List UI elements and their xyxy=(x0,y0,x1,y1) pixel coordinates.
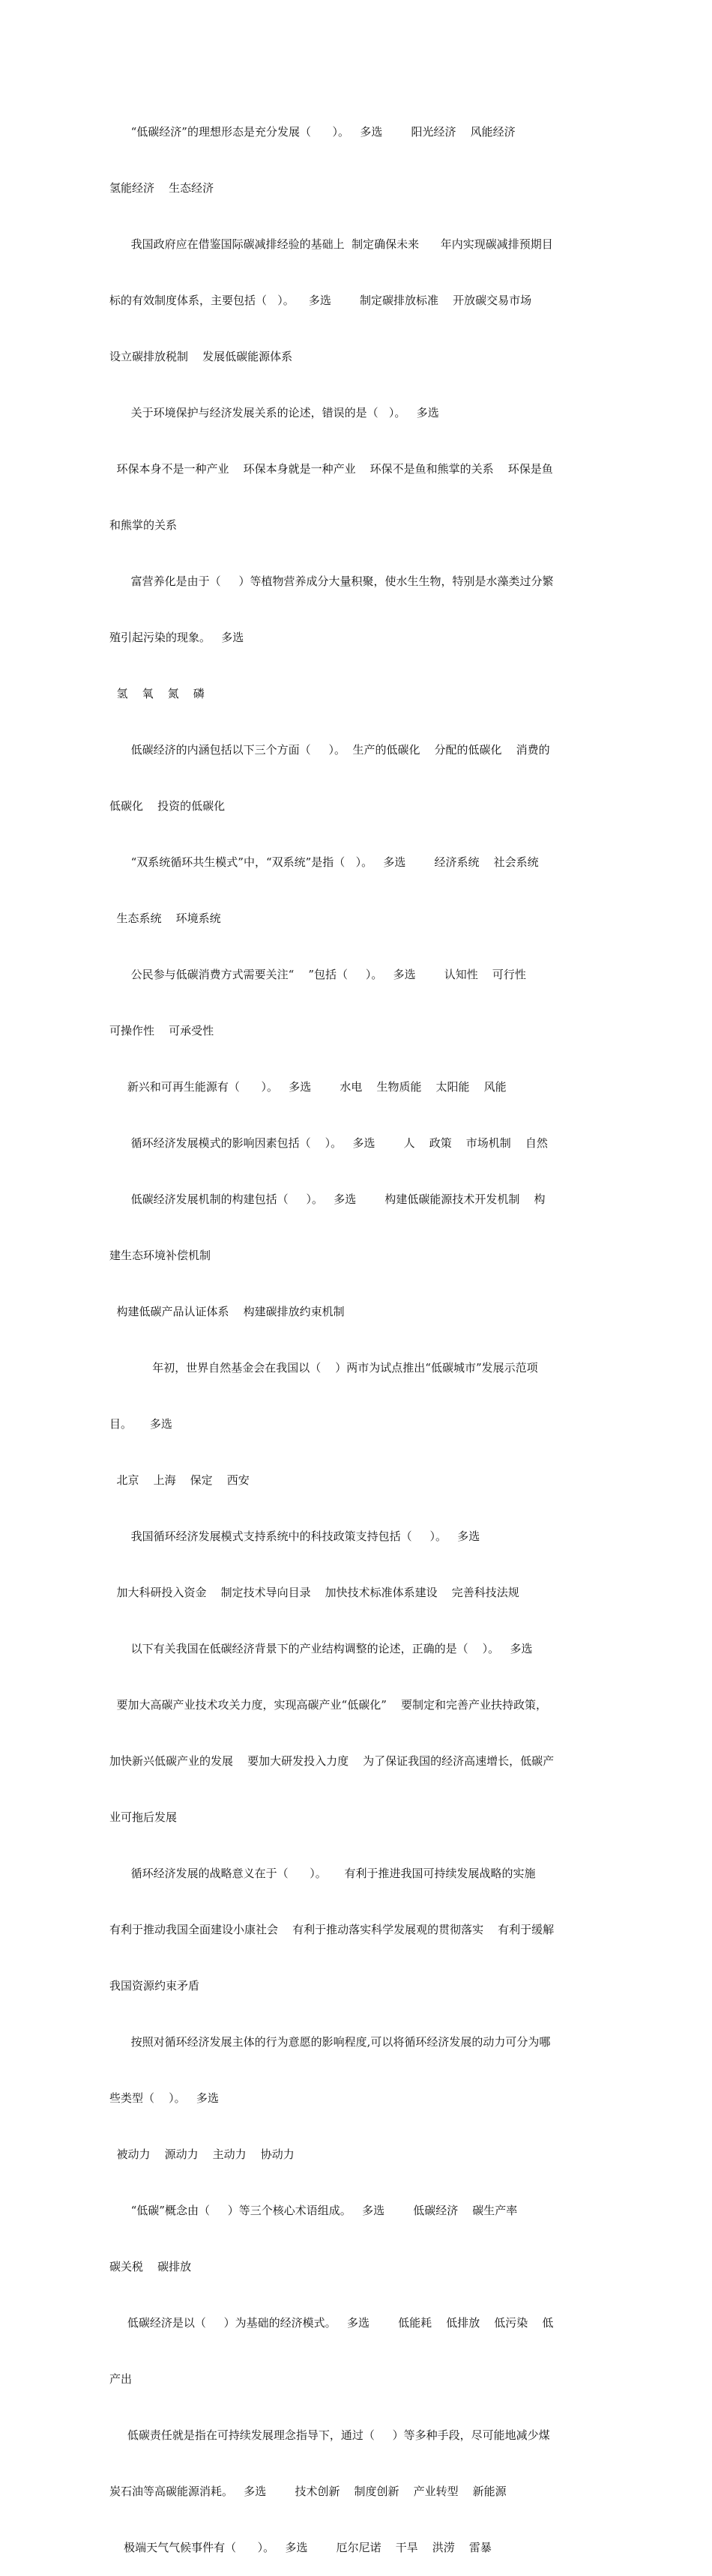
document-body xyxy=(109,85,607,2576)
text-line: 些类型（ ）。 多选 xyxy=(109,2091,219,2105)
text-line: 公民参与低碳消费方式需要关注“ ”包括（ ）。 多选 认知性 可行性 xyxy=(109,968,526,981)
text-line: 加大科研投入资金 制定技术导向目录 加快技术标准体系建设 完善科技法规 xyxy=(109,1586,519,1599)
text-line: 标的有效制度体系，主要包括（ ）。 多选 制定碳排放标准 开放碳交易市场 xyxy=(109,294,532,307)
text-line: 氢能经济 生态经济 xyxy=(109,181,214,195)
text-line: 被动力 源动力 主动力 协动力 xyxy=(109,2148,295,2161)
text-line: 循环经济发展模式的影响因素包括（ ）。 多选 人 政策 市场机制 自然 xyxy=(109,1136,548,1150)
text-line: 产出 xyxy=(109,2372,133,2386)
text-line: 可操作性 可承受性 xyxy=(109,1024,214,1037)
text-line: 年初，世界自然基金会在我国以（ ）两市为试点推出“低碳城市”发展示范项 xyxy=(109,1361,538,1375)
text-line: 氢 氧 氮 磷 xyxy=(109,687,205,700)
text-line: 我国资源约束矛盾 xyxy=(109,1979,200,1992)
text-line: 环保本身不是一种产业 环保本身就是一种产业 环保不是鱼和熊掌的关系 环保是鱼 xyxy=(109,462,553,476)
text-line: “双系统循环共生模式”中，“双系统”是指（ ）。 多选 经济系统 社会系统 xyxy=(109,855,539,869)
text-line: 低碳经济的内涵包括以下三个方面（ ）。 生产的低碳化 分配的低碳化 消费的 xyxy=(109,743,550,757)
text-line: 构建低碳产品认证体系 构建碳排放约束机制 xyxy=(109,1305,345,1318)
text-line: 以下有关我国在低碳经济背景下的产业结构调整的论述，正确的是（ ）。 多选 xyxy=(109,1642,533,1655)
text-line: 极端天气气候事件有（ ）。 多选 厄尔尼诺 干旱 洪涝 雷暴 xyxy=(109,2541,492,2554)
text-line: 低碳化 投资的低碳化 xyxy=(109,799,226,813)
text-line: 加快新兴低碳产业的发展 要加大研发投入力度 为了保证我国的经济高速增长，低碳产 xyxy=(109,1754,555,1768)
text-line: 低碳责任就是指在可持续发展理念指导下，通过（ ）等多种手段，尽可能地减少煤 xyxy=(109,2428,550,2442)
text-line: 要加大高碳产业技术攻关力度，实现高碳产业“低碳化” 要制定和完善产业扶持政策， xyxy=(109,1698,547,1712)
text-line: 生态系统 环境系统 xyxy=(109,912,221,925)
text-line: 低碳经济是以（ ）为基础的经济模式。 多选 低能耗 低排放 低污染 低 xyxy=(109,2316,554,2330)
text-line: 目。 多选 xyxy=(109,1417,172,1431)
text-line: 富营养化是由于（ ）等植物营养成分大量积聚，使水生生物，特别是水藻类过分繁 xyxy=(109,575,554,588)
text-line: 循环经济发展的战略意义在于（ ）。 有利于推进我国可持续发展战略的实施 xyxy=(109,1867,536,1880)
text-line: 新兴和可再生能源有（ ）。 多选 水电 生物质能 太阳能 风能 xyxy=(109,1080,507,1094)
text-line: 关于环境保护与经济发展关系的论述，错误的是（ ）。 多选 xyxy=(109,406,439,419)
text-line: 设立碳排放税制 发展低碳能源体系 xyxy=(109,350,293,363)
text-line: 按照对循环经济发展主体的行为意愿的影响程度,可以将循环经济发展的动力可分为哪 xyxy=(109,2035,551,2049)
text-line: 殖引起污染的现象。 多选 xyxy=(109,631,244,644)
text-line: 业可拖后发展 xyxy=(109,1810,178,1824)
text-line: 我国政府应在借鉴国际碳减排经验的基础上 制定确保未来 年内实现碳减排预期目 xyxy=(109,237,553,251)
text-line: 和熊掌的关系 xyxy=(109,518,178,532)
text-line: 建生态环境补偿机制 xyxy=(109,1249,211,1262)
text-line: 碳关税 碳排放 xyxy=(109,2260,192,2273)
text-line: 炭石油等高碳能源消耗。 多选 技术创新 制度创新 产业转型 新能源 xyxy=(109,2485,507,2498)
text-line: 有利于推动我国全面建设小康社会 有利于推动落实科学发展观的贯彻落实 有利于缓解 xyxy=(109,1923,555,1936)
text-line: “低碳”概念由（ ）等三个核心术语组成。 多选 低碳经济 碳生产率 xyxy=(109,2204,518,2217)
text-line: “低碳经济”的理想形态是充分发展（ ）。 多选 阳光经济 风能经济 xyxy=(109,125,516,139)
text-line: 北京 上海 保定 西安 xyxy=(109,1473,250,1487)
text-line: 我国循环经济发展模式支持系统中的科技政策支持包括（ ）。 多选 xyxy=(109,1530,480,1543)
text-line: 低碳经济发展机制的构建包括（ ）。 多选 构建低碳能源技术开发机制 构 xyxy=(109,1192,546,1206)
